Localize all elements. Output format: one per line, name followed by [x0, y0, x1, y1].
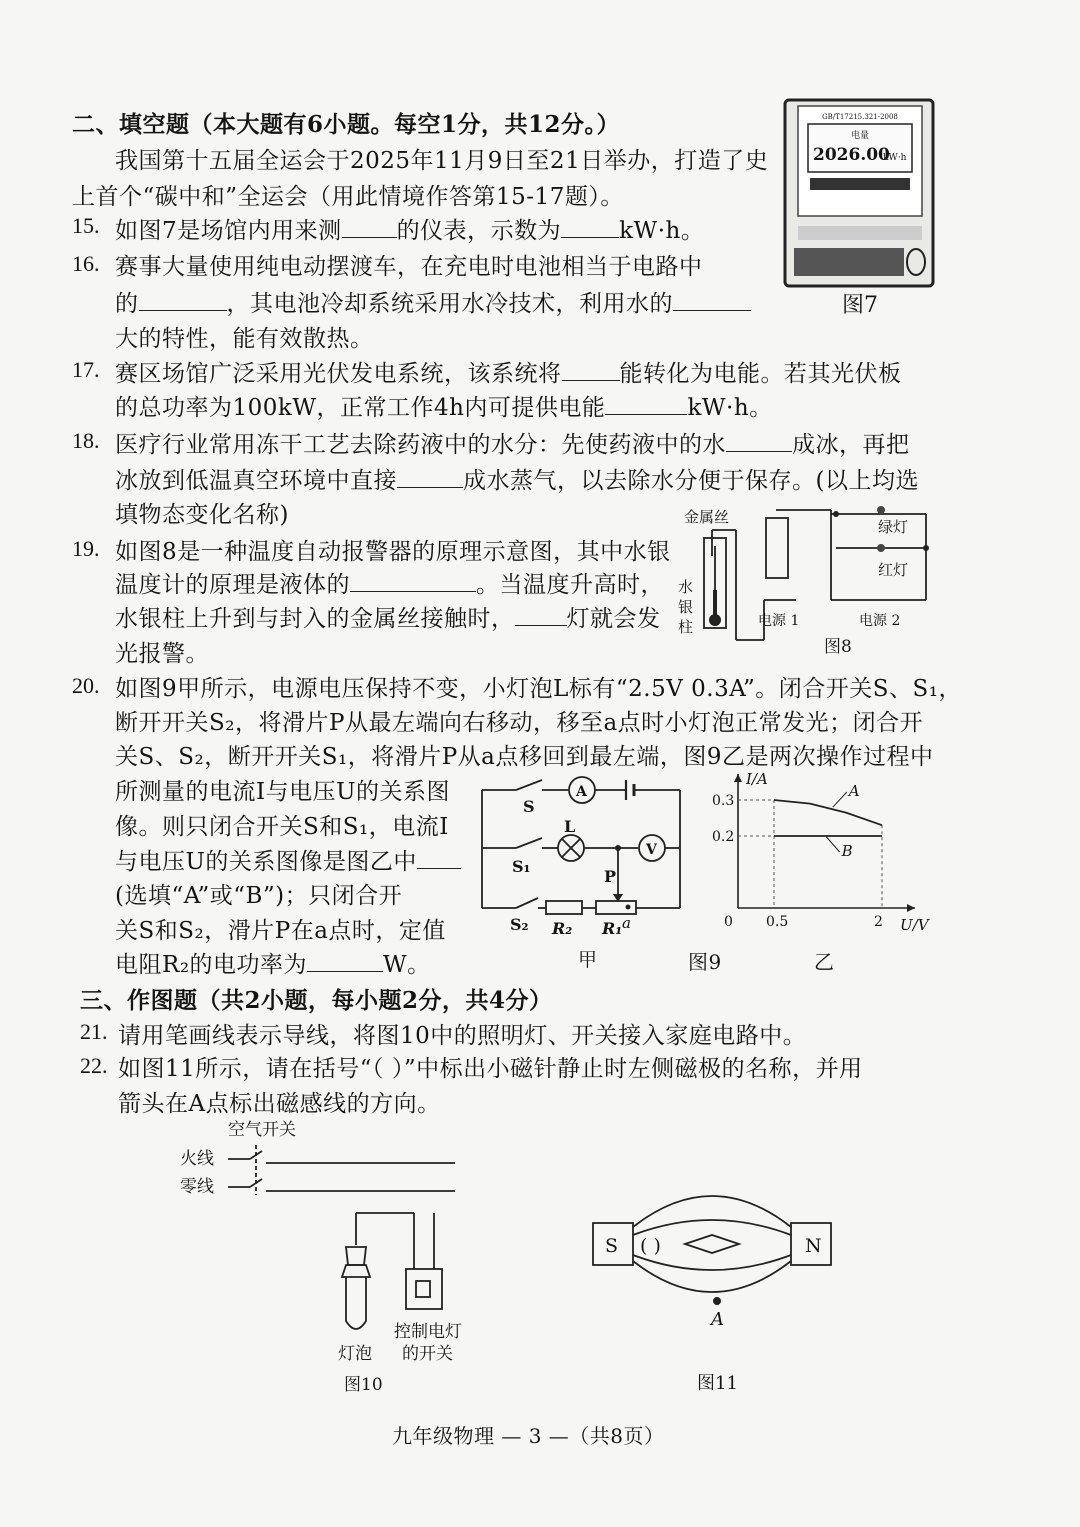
series-A-leader: [833, 792, 847, 807]
label-air-switch: 空气开关: [228, 1120, 296, 1140]
q18-line1: [115, 426, 910, 459]
q19-blank1[interactable]: [350, 573, 476, 592]
q16-blank1[interactable]: [139, 292, 227, 311]
label-red-lamp: 红灯: [878, 561, 909, 579]
label-r1: R₁: [602, 919, 623, 938]
q16-part-b: ，其电池冷却系统采用水冷技术，利用水的: [226, 291, 673, 317]
meter-sub-label: 电量: [850, 131, 870, 141]
y-axis-arrow: [734, 774, 742, 782]
q19-part-b: 。当温度升高时，: [476, 572, 664, 598]
q20-line2: 断开开关S₂，将滑片P从最左端向右移动，移至a点时小灯泡正常发光；闭合开: [115, 710, 924, 736]
q20-number: 20.: [72, 673, 100, 698]
field-line-bottom: [633, 1261, 791, 1292]
q20-blank2[interactable]: [307, 953, 383, 972]
green-lamp-icon: [877, 506, 885, 514]
q18-line3: 填物态变化名称): [115, 502, 289, 528]
q18-part-d: 成水蒸气，以去除水分便于保存。(以上均选: [463, 468, 919, 494]
q20-line1: 如图9甲所示，电源电压保持不变，小灯泡L标有“2.5V 0.3A”。闭合开关S、S₁，: [115, 676, 962, 702]
q20-line7: (选填“A”或“B”)；只闭合开: [115, 883, 403, 909]
q18-part-b: 成冰，再把: [792, 432, 910, 458]
q18-number: 18.: [72, 428, 100, 453]
label-l: L: [564, 817, 576, 836]
q20-line3: 关S、S₂，断开开关S₁，将滑片P从a点移回到最左端，图9乙是两次操作过程中: [115, 744, 934, 770]
x-tick-0: 0: [724, 914, 733, 930]
q16-part-a: 的: [115, 291, 139, 317]
q20-line6: [115, 843, 461, 876]
label-neutral-wire: 零线: [180, 1177, 214, 1197]
label-switch-line1: 控制电灯: [394, 1322, 462, 1342]
q19-line3: [115, 600, 661, 633]
meter-unit: kW·h: [883, 153, 907, 163]
q15-blank1[interactable]: [342, 219, 397, 238]
q19-part-d: 灯就会发: [566, 606, 661, 632]
series-B-label: B: [841, 842, 853, 860]
q16-number: 16.: [72, 251, 100, 276]
q18-line2: [115, 462, 919, 495]
field-line-top: [633, 1196, 791, 1227]
point-a-dot: [713, 1297, 721, 1305]
q17-blank2[interactable]: [605, 396, 687, 415]
q17-part-d: kW·h。: [687, 395, 773, 421]
q20-line5: 像。则只闭合开关S和S₁，电流I: [115, 814, 449, 840]
label-metal-wire: 金属丝: [684, 508, 730, 526]
q19-line1: 如图8是一种温度自动报警器的原理示意图，其中水银: [115, 539, 671, 565]
q20-part-b: 电阻R₂的电功率为: [115, 952, 308, 978]
label-mercury-1: 水: [678, 578, 694, 596]
label-mercury-2: 银: [678, 598, 694, 616]
q16-line3: 大的特性，能有效散热。: [115, 326, 374, 352]
label-s1: S₁: [512, 857, 531, 876]
figure-8-label: 图8: [824, 637, 852, 657]
q18-blank2[interactable]: [397, 469, 463, 488]
q17-part-b: 能转化为电能。若其光伏板: [619, 361, 902, 387]
q19-number: 19.: [72, 536, 100, 561]
series-A-label: A: [848, 782, 860, 800]
label-voltmeter: V: [646, 842, 657, 858]
q15-blank2[interactable]: [561, 219, 619, 238]
figure-10-label: 图10: [344, 1375, 383, 1395]
q19-part-a: 温度计的原理是液体的: [115, 572, 350, 598]
q19-part-c: 水银柱上升到与封入的金属丝接触时，: [115, 606, 515, 632]
q15-part1: 如图7是场馆内用来测: [115, 218, 342, 244]
q17-part-c: 的总功率为100kW，正常工作4h内可提供电能: [115, 395, 606, 421]
x-tick-0.5: 0.5: [766, 914, 789, 930]
q20-line9: [115, 946, 431, 979]
bulb-neck: [342, 1265, 370, 1277]
figure-7: [780, 98, 940, 323]
q18-part-c: 冰放到低温真空环境中直接: [115, 468, 397, 494]
x-tick-2: 2: [874, 914, 883, 930]
switch-box: [406, 1269, 442, 1309]
x-axis-arrow: [907, 904, 915, 912]
q17-line2: [115, 389, 773, 422]
figure-9-circuit: [476, 768, 696, 973]
q19-line2: [115, 566, 664, 599]
label-point-a: A: [711, 1309, 724, 1330]
y-tick-0.2: 0.2: [712, 829, 735, 845]
label-live-wire: 火线: [180, 1149, 214, 1169]
meter-standard-code: GB/T17215.321-2008: [822, 113, 898, 121]
q21-number: 21.: [80, 1019, 108, 1044]
label-s: S: [523, 797, 535, 816]
label-r2: R₂: [552, 919, 573, 938]
electromagnet: [766, 518, 788, 578]
bulb-tube: [346, 1277, 366, 1329]
red-lamp-icon: [877, 544, 885, 552]
q16-line1: 赛事大量使用纯电动摆渡车，在充电时电池相当于电路中: [115, 254, 703, 280]
figure-9-yi: 乙: [814, 950, 835, 974]
section2-heading: 二、填空题（本大题有6小题。每空1分，共12分。）: [72, 111, 621, 138]
q18-blank1[interactable]: [726, 433, 792, 452]
q17-line1: [115, 355, 902, 388]
figure-7-label: 图7: [842, 293, 878, 318]
q18-part-a: 医疗行业常用冻干工艺去除药液中的水分：先使药液中的水: [115, 432, 726, 458]
q20-part-a: 与电压U的关系图像是图乙中: [115, 849, 417, 875]
series-A-line: [774, 800, 882, 825]
meter-reading: 2026.00: [813, 145, 890, 165]
y-axis-label: I/A: [746, 770, 768, 788]
q20-line4: 所测量的电流I与电压U的关系图: [115, 779, 450, 805]
figure-9-jia: 甲: [578, 949, 598, 971]
series-B-leader: [826, 836, 840, 852]
label-bulb: 灯泡: [338, 1344, 372, 1364]
y-tick-0.3: 0.3: [712, 793, 735, 809]
figure-11-label: 图11: [697, 1373, 738, 1394]
q20-part-c: W。: [383, 952, 431, 978]
figure-8: [676, 500, 946, 660]
label-p: P: [604, 867, 617, 886]
q20-blank1[interactable]: [417, 850, 461, 869]
q21-text: 请用笔画线表示导线，将图10中的照明灯、开关接入家庭电路中。: [118, 1023, 807, 1049]
q17-blank1[interactable]: [562, 362, 620, 381]
q17-number: 17.: [72, 357, 100, 382]
q15-number: 15.: [72, 213, 100, 238]
label-switch-line2: 的开关: [402, 1344, 453, 1364]
label-s2: S₂: [510, 915, 529, 934]
intro-line-1: 我国第十五届全运会于2025年11月9日至21日举办，打造了史: [115, 148, 769, 174]
q22-line1: 如图11所示，请在括号“（ ）”中标出小磁针静止时左侧磁极的名称，并用: [118, 1056, 863, 1082]
q15-text: [115, 212, 704, 245]
pole-answer-paren[interactable]: ( ): [640, 1235, 661, 1257]
q19-blank2[interactable]: [515, 607, 567, 626]
page-footer: 九年级物理 — 3 —（共8页）: [392, 1424, 665, 1448]
label-n-pole: N: [805, 1235, 822, 1257]
compass-needle: [685, 1235, 739, 1253]
figure-11: [585, 1175, 835, 1400]
section3-heading: 三、作图题（共2小题，每小题2分，共4分）: [80, 987, 553, 1014]
switch-toggle: [416, 1281, 430, 1297]
bulb-base: [346, 1247, 366, 1265]
q16-blank2[interactable]: [673, 292, 751, 311]
label-a-point: a: [622, 914, 631, 932]
q16-line2: [115, 285, 751, 318]
q19-line4: 光报警。: [115, 641, 209, 667]
figure-10: [170, 1115, 470, 1400]
meter-indicator-strip: [810, 178, 910, 190]
label-source-2: 电源 2: [859, 613, 901, 629]
label-mercury-3: 柱: [678, 618, 694, 636]
label-source-1: 电源 1: [758, 613, 800, 629]
meter-info-strip: [798, 226, 922, 240]
figure-9-label: 图9: [688, 950, 722, 974]
intro-line-2: 上首个“碳中和”全运会（用此情境作答第15-17题）。: [72, 184, 624, 210]
x-axis-label: U/V: [900, 916, 929, 934]
q20-line8: 关S和S₂，滑片P在a点时，定值: [115, 918, 446, 944]
q22-line2: 箭头在A点标出磁感线的方向。: [118, 1091, 441, 1117]
meter-terminal-cover: [794, 248, 904, 276]
label-s-pole: S: [605, 1235, 619, 1257]
resistor-r2: [546, 901, 582, 914]
q15-part3: kW·h。: [619, 218, 705, 244]
q15-part2: 的仪表，示数为: [396, 218, 562, 244]
figure-9-graph: [710, 768, 930, 938]
q22-number: 22.: [80, 1053, 108, 1078]
label-ammeter: A: [576, 784, 587, 800]
label-green-lamp: 绿灯: [878, 518, 909, 536]
q17-part-a: 赛区场馆广泛采用光伏发电系统，该系统将: [115, 361, 562, 387]
